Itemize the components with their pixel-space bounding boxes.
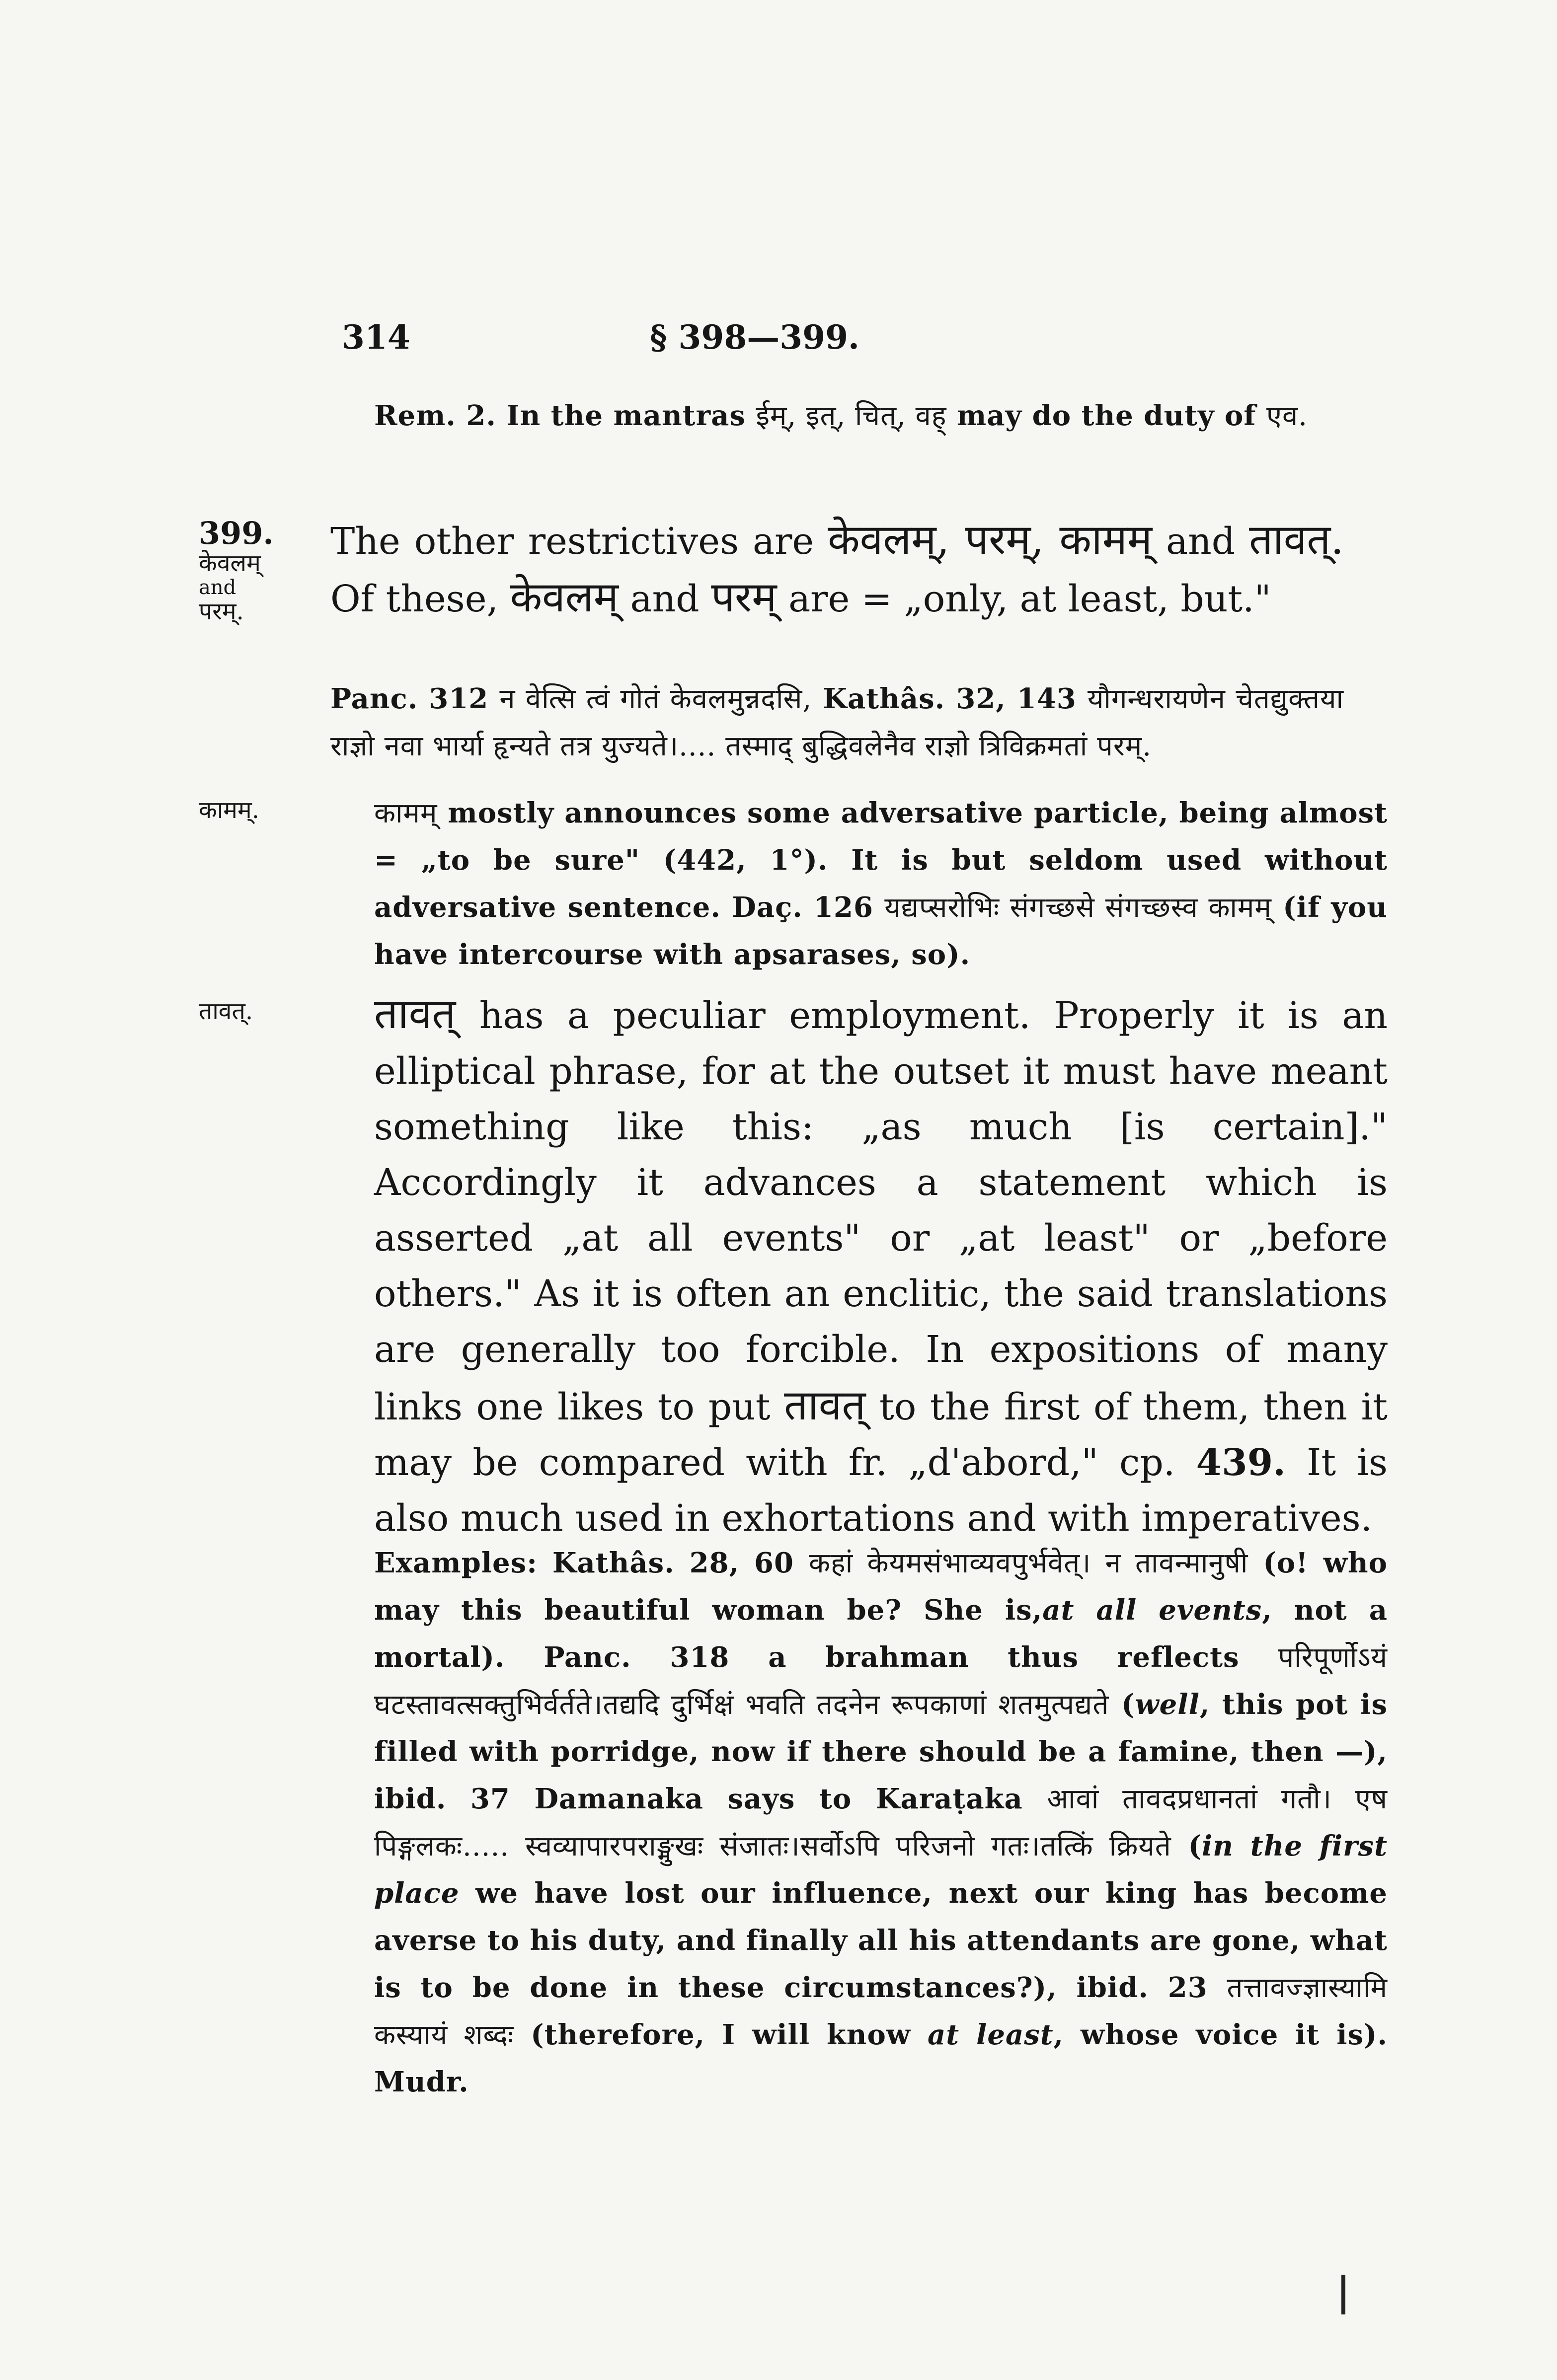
examples-gloss-2-open: ( [1121,1688,1135,1721]
examples-text-2: a brahman thus reflects [768,1641,1240,1674]
p399-tavat: तावत्. [1249,515,1344,564]
tavat-text-3: It is also much used in exhortations and with imperatives. [374,1441,1388,1540]
tavat-head-2: तावत् [784,1381,866,1429]
remark-particles: ईम्, इत्, चित्, वह् [756,400,947,432]
examples-cite-4: ibid. 23 [1076,1971,1208,2004]
paragraph-399 [330,512,1344,627]
examples-paragraph [330,1540,1388,2106]
examples-sanskrit-4: तत्तावज्ज्ञास्यामि कस्यायं शब्दः [374,1972,1388,2051]
examples-gloss-1: (o! who may this beautiful woman be? She is, [374,1547,1388,1627]
p399-cite: Panc. 312 [330,682,489,715]
p399-intro: The other restrictives are [330,520,814,563]
margin-section-number: 399. [199,515,274,551]
page-number: 314 [342,318,410,357]
p399-param: परम् [711,573,777,621]
p399-and2: and [630,578,700,620]
tavat-reference: 439. [1196,1441,1286,1484]
p399-meaning: are = „only, at least, but." [788,578,1271,620]
tavat-head: तावत् [374,989,456,1038]
examples-gloss-2-end: , this pot is filled with porridge, now if there should be a famine, then —), [374,1688,1388,1768]
page-header [342,318,1186,377]
p399-of-these: Of these, [330,578,499,620]
remark-text-a: In the mantras [506,399,746,432]
examples-gloss-3: we have lost our influence, next our king has become averse to his duty, and finally all his attendants are gone, what is to be done in these circumstances?), [374,1877,1388,2004]
examples-gloss-1-end: , not a mortal). [374,1594,1388,1674]
examples-gloss-3-open: ( [1188,1830,1202,1862]
p399-sanskrit-1: न वेत्सि त्वं गोतं केवलमुन्नदसि, [499,683,812,715]
tavat-text-1: has a peculiar employment. Properly it is an elliptical phrase, for at the outset it must have meant something like this: „as much [is certain]." Accordingly it advances a statement which is asserted „at all events" or „at least" or „before others." As it is often an enclitic, the said translations are generally too forcible. In expositions of many links one likes to put [374,994,1388,1428]
examples-gloss-2-emphasis: well [1135,1688,1200,1721]
examples-sanskrit-2: परिपूर्णोऽयं घटस्तावत्सक्तुभिर्वर्तते।तद्यदि दुर्भिक्षं भवति तदनेन रूपकाणां शतमुत्पद्यते [374,1641,1388,1721]
kamam-text: mostly announces some adversative particle, being almost = „to be sure" (442, 1°). It is but seldom used without adversative sentence. [374,797,1388,924]
remark-text-b: may do the duty of [957,399,1256,432]
remark-paragraph [330,392,1388,440]
tavat-paragraph [330,986,1388,1546]
margin-and: and [199,576,236,599]
paragraph-399-citation [330,675,1344,770]
margin-note-kamam [199,797,323,823]
examples-cite-2: Panc. 318 [544,1641,730,1674]
margin-kevalam: केवलम् [199,549,261,578]
kamam-head: कामम् [374,797,438,829]
margin-note-399 [199,517,323,625]
examples-sanskrit-3: आवां तावदप्रधानतां गतौ। एष पिङ्गलकः..... स्वव्यापारपराङ्मुखः संजातः।सर्वोऽपि परिजनो गतः।तत्किं क्रियते [374,1783,1388,1862]
examples-gloss-4-end: , whose voice it is). [1053,2018,1388,2051]
margin-param: परम्. [199,597,244,625]
examples-label: Examples: [374,1547,538,1579]
examples-cite-1: Kathâs. 28, 60 [552,1547,794,1579]
p399-kevalam: केवलम् [510,573,619,621]
remark-target: एव. [1266,400,1308,432]
scan-artifact-mark [1341,2275,1345,2314]
p399-sanskrit-2: यौगन्धरायणेन चेतद्युक्तया राज्ञो नवा भार्या हृन्यते तत्र युज्यते।.... तस्माद् बुद्धिवलेनैव राज्ञो त्रिविक्रमतां परम्. [330,683,1344,762]
examples-cite-3: ibid. 37 [374,1783,510,1815]
p399-cite2: Kathâs. 32, 143 [823,682,1077,715]
examples-sanskrit-1: कहां केयमसंभाव्यवपुर्भवेत्। न तावन्मानुषी [808,1547,1248,1579]
margin-note-tavat [199,998,323,1025]
remark-label: Rem. 2. [374,399,496,432]
margin-tavat: तावत्. [199,997,253,1025]
kamam-paragraph [330,790,1388,978]
kamam-cite: Daç. 126 [732,891,873,924]
margin-kamam: कामम्. [199,796,259,824]
examples-cite-5: Mudr. [374,2066,469,2098]
kamam-gloss: (if you have intercourse with apsarases, so). [374,891,1388,971]
tavat-text-2: to the first of them, then it may be compared with fr. „d'abord," cp. [374,1386,1388,1484]
examples-gloss-3-emphasis: in the first place [374,1830,1388,1910]
p399-words: केवलम्, परम्, कामम् [828,515,1153,564]
section-range: § 398—399. [650,318,860,357]
p399-and1: and [1166,520,1236,563]
examples-gloss-4: (therefore, I will know [531,2018,911,2051]
kamam-sanskrit: यद्यप्सरोभिः संगच्छसे संगच्छस्व कामम् [884,892,1272,924]
examples-gloss-1-emphasis: at all events [1042,1594,1262,1627]
examples-text-3: Damanaka says to Karaṭaka [534,1783,1023,1815]
examples-gloss-4-emphasis: at least [927,2018,1054,2051]
